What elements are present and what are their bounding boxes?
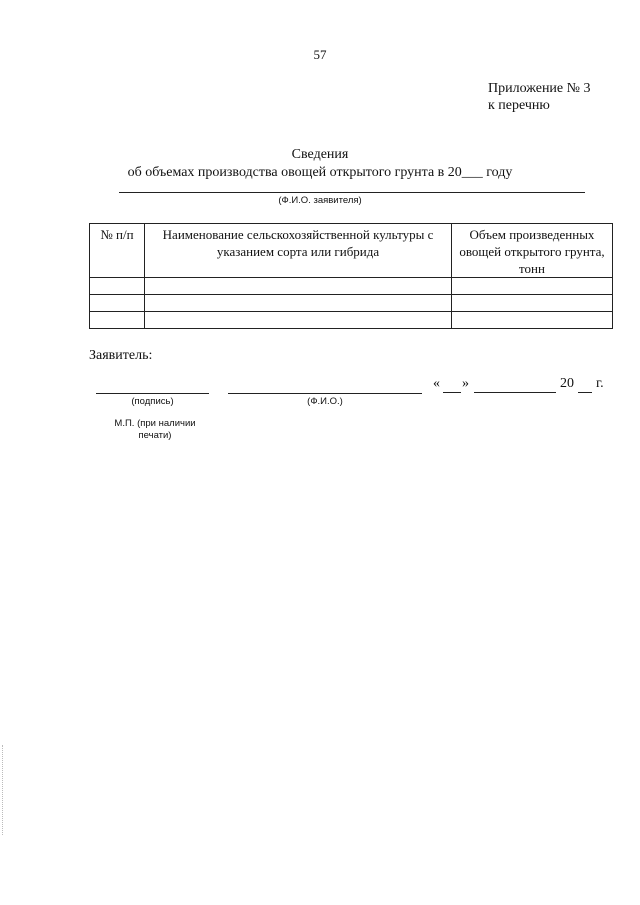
production-table [89,223,613,329]
margin-mark [2,745,5,835]
table-cell[interactable] [145,312,452,329]
date-day-field[interactable] [443,392,461,393]
appendix-line-1: Приложение № 3 [488,81,591,96]
table-cell[interactable] [90,278,145,295]
applicant-label: Заявитель: [89,348,153,363]
applicant-name-caption: (Ф.И.О. заявителя) [278,195,362,206]
header-volume: Объем произведенных овощей открытого грунта, тонн [452,224,613,278]
date-year-prefix: 20 [560,376,574,391]
full-name-field[interactable] [228,393,422,394]
appendix-reference [488,80,591,114]
header-number: № п/п [90,224,145,278]
signature-field[interactable] [96,393,209,394]
table-cell[interactable] [452,278,613,295]
table-cell[interactable] [145,295,452,312]
table-cell[interactable] [90,312,145,329]
header-crop-name: Наименование сельскохозяйственной культуры с указанием сорта или гибрида [145,224,452,278]
applicant-name-field[interactable] [119,192,585,193]
stamp-note: М.П. (при наличии печати) [114,418,196,441]
full-name-caption: (Ф.И.О.) [307,396,343,407]
table-cell[interactable] [145,278,452,295]
date-quote-open: « [433,376,440,391]
appendix-line-2: к перечню [488,98,550,113]
signature-caption: (подпись) [131,396,174,407]
title-line-1: Сведения [291,147,349,162]
date-year-suffix: г. [596,376,604,391]
document-title [0,146,640,182]
table-header-row [90,224,613,278]
table-cell[interactable] [452,312,613,329]
table-cell[interactable] [452,295,613,312]
table-row [90,295,613,312]
page-number: 57 [313,47,327,62]
title-line-2: об объемах производства овощей открытого грунта в 20___ году [127,165,513,180]
date-quote-close: » [462,376,469,391]
table-row [90,312,613,329]
date-year-field[interactable] [578,392,592,393]
table-row [90,278,613,295]
date-month-field[interactable] [474,392,556,393]
table-cell[interactable] [90,295,145,312]
